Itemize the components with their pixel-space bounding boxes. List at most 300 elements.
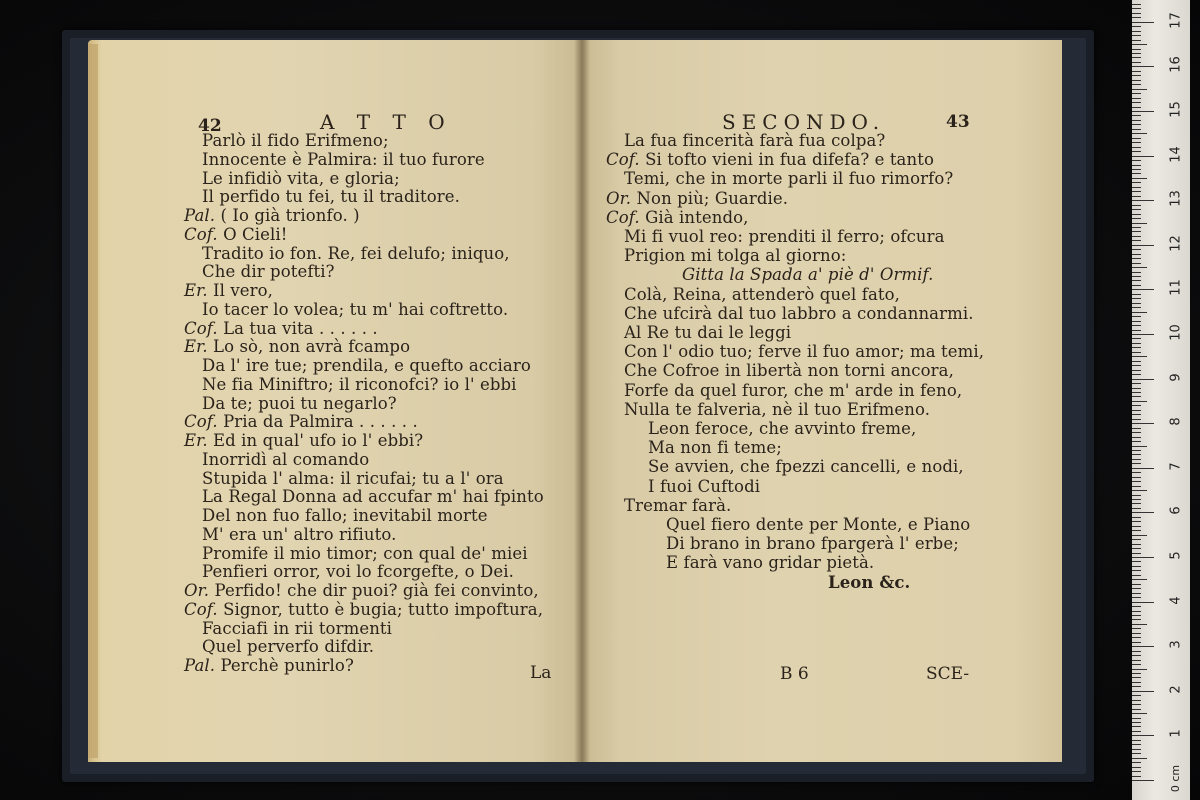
book-gutter xyxy=(574,40,590,762)
verse-text: Facciafi in rii tormenti xyxy=(202,618,393,638)
ruler-tick xyxy=(1132,71,1141,72)
verse-text: Da l' ire tue; prendila, e quefto acciaro xyxy=(202,356,531,375)
ruler-tick xyxy=(1132,316,1141,317)
ruler-tick xyxy=(1132,53,1141,54)
right-text-line xyxy=(624,343,984,361)
ruler-tick xyxy=(1132,548,1141,549)
left-text-line xyxy=(184,413,418,431)
ruler-tick xyxy=(1132,272,1141,273)
ruler-tick xyxy=(1132,209,1141,210)
speaker-label: Cof. xyxy=(184,318,224,338)
ruler-tick xyxy=(1132,231,1141,232)
ruler-tick xyxy=(1132,428,1141,429)
verse-text: Leon feroce, che avvinto freme, xyxy=(648,419,917,438)
left-text-line xyxy=(202,395,397,413)
ruler-tick xyxy=(1132,744,1141,745)
ruler-tick xyxy=(1132,459,1141,460)
ruler-tick xyxy=(1132,66,1154,67)
ruler-number: 7 xyxy=(1168,462,1184,471)
ruler-number: 9 xyxy=(1168,372,1184,382)
ruler-tick xyxy=(1132,31,1141,32)
verse-text: Tremar farà. xyxy=(624,495,732,515)
verse-text: Del non fuo fallo; inevitabil morte xyxy=(202,506,488,525)
ruler-tick xyxy=(1132,40,1141,41)
ruler-tick xyxy=(1132,338,1141,339)
ruler-tick xyxy=(1132,356,1147,357)
left-text-line xyxy=(184,432,423,450)
speaker-label: Cof. xyxy=(606,207,646,227)
ruler-tick xyxy=(1132,160,1141,161)
ruler-tick xyxy=(1132,619,1141,620)
ruler-tick xyxy=(1132,196,1141,197)
ruler-tick xyxy=(1132,276,1141,277)
ruler-tick xyxy=(1132,294,1141,295)
speaker-label: Cof. xyxy=(184,412,224,432)
left-catchword: La xyxy=(530,663,552,683)
left-text-line xyxy=(202,526,396,544)
ruler-tick xyxy=(1132,753,1141,754)
ruler-tick xyxy=(1132,490,1147,491)
ruler-tick xyxy=(1132,686,1141,687)
left-text-line xyxy=(184,601,543,619)
ruler-tick xyxy=(1132,245,1154,246)
ruler-tick xyxy=(1132,539,1141,540)
ruler-tick xyxy=(1132,700,1141,701)
left-text-line xyxy=(202,507,488,525)
ruler-tick xyxy=(1132,405,1141,406)
ruler-tick xyxy=(1132,249,1141,250)
ruler-tick xyxy=(1132,343,1141,344)
ruler-tick xyxy=(1132,107,1141,108)
ruler-tick xyxy=(1132,370,1141,371)
right-text-line xyxy=(624,228,945,246)
ruler-tick xyxy=(1132,147,1141,148)
speaker-label: Cof. xyxy=(184,599,224,619)
ruler-tick xyxy=(1132,200,1154,201)
ruler-tick xyxy=(1132,169,1141,170)
ruler-number: 5 xyxy=(1168,551,1184,560)
right-text-line xyxy=(606,209,749,227)
right-text-line xyxy=(624,286,900,304)
verse-text: Di brano in brano fpargerà l' erbe; xyxy=(666,534,959,554)
ruler-tick xyxy=(1132,762,1141,763)
ruler-tick xyxy=(1132,419,1141,420)
left-text-line xyxy=(202,470,504,488)
ruler-tick xyxy=(1132,303,1141,304)
verse-text: Che dir potefti? xyxy=(202,262,335,282)
ruler-tick xyxy=(1132,98,1141,99)
verse-text: La Regal Donna ad accufar m' hai fpinto xyxy=(202,487,544,507)
ruler-tick xyxy=(1132,726,1141,727)
ruler-number: 16 xyxy=(1168,56,1184,74)
right-text-line xyxy=(624,382,962,400)
ruler-tick xyxy=(1132,321,1141,322)
verse-text: Lo sò, non avrà fcampo xyxy=(213,337,411,357)
verse-text: ( Io già trionfo. ) xyxy=(220,206,360,225)
ruler-tick xyxy=(1132,633,1141,634)
ruler-tick xyxy=(1132,749,1141,750)
verse-text: Perchè punirlo? xyxy=(220,656,354,675)
ruler-tick xyxy=(1132,383,1141,384)
ruler-tick xyxy=(1132,4,1141,5)
verse-text: Inorridì al comando xyxy=(202,449,370,469)
right-text-line xyxy=(666,535,959,553)
ruler-tick xyxy=(1132,486,1141,487)
ruler-tick xyxy=(1132,735,1154,736)
left-text-line xyxy=(202,357,531,375)
ruler-tick xyxy=(1132,102,1141,103)
ruler-tick xyxy=(1132,334,1154,335)
verse-text: Ne fia Miniftro; il riconofci? io l' ebbi xyxy=(202,374,517,394)
ruler-tick xyxy=(1132,423,1154,424)
verse-text: Il perfido tu fei, tu il traditore. xyxy=(202,187,460,207)
ruler-tick xyxy=(1132,606,1141,607)
ruler-tick xyxy=(1132,80,1141,81)
ruler-tick xyxy=(1132,379,1154,380)
verse-text: Quel perverfo difdir. xyxy=(202,637,375,657)
verse-text: Non più; Guardie. xyxy=(636,188,789,208)
ruler-number: 8 xyxy=(1168,417,1184,426)
verse-text: Innocente è Palmira: il tuo furore xyxy=(202,149,485,169)
ruler-tick xyxy=(1132,508,1141,509)
page-edges xyxy=(88,44,98,758)
ruler-tick xyxy=(1132,695,1141,696)
measuring-ruler xyxy=(1132,0,1190,800)
ruler-tick xyxy=(1132,481,1141,482)
ruler-tick xyxy=(1132,441,1141,442)
ruler-tick xyxy=(1132,780,1154,781)
ruler-tick xyxy=(1132,263,1141,264)
right-text-line xyxy=(624,401,930,419)
ruler-tick xyxy=(1132,535,1147,536)
ruler-tick xyxy=(1132,289,1154,290)
ruler-tick xyxy=(1132,677,1141,678)
ruler-tick xyxy=(1132,187,1141,188)
verse-text: Tradito io fon. Re, fei delufo; iniquo, xyxy=(202,243,510,263)
ruler-tick xyxy=(1132,191,1141,192)
left-text-line xyxy=(202,638,374,656)
ruler-tick xyxy=(1132,285,1141,286)
verse-text: Il vero, xyxy=(213,281,274,300)
ruler-tick xyxy=(1132,472,1141,473)
ruler-tick xyxy=(1132,593,1141,594)
speaker-label: Cof. xyxy=(184,224,224,244)
ruler-number: 4 xyxy=(1168,595,1184,605)
right-text-line xyxy=(682,266,934,284)
ruler-tick xyxy=(1132,361,1141,362)
ruler-tick xyxy=(1132,156,1154,157)
ruler-tick xyxy=(1132,446,1147,447)
left-text-line xyxy=(202,451,369,469)
left-text-line xyxy=(184,338,410,356)
ruler-tick xyxy=(1132,133,1147,134)
ruler-tick xyxy=(1132,75,1141,76)
stage-direction: Gitta la Spada a' piè d' Ormif. xyxy=(682,265,934,285)
ruler-tick xyxy=(1132,570,1141,571)
ruler-number: 1 xyxy=(1168,729,1184,739)
speaker-label: Or. xyxy=(184,581,215,600)
ruler-tick xyxy=(1132,637,1141,638)
ruler-tick xyxy=(1132,62,1141,63)
right-page-number: 43 xyxy=(946,112,970,132)
ruler-tick xyxy=(1132,615,1141,616)
left-text-line xyxy=(202,563,514,581)
right-text-line xyxy=(828,574,910,592)
ruler-tick xyxy=(1132,669,1147,670)
left-text-line xyxy=(202,245,510,263)
right-text-line xyxy=(624,170,953,188)
ruler-tick xyxy=(1132,330,1141,331)
ruler-tick xyxy=(1132,17,1141,18)
verse-text: Io tacer lo volea; tu m' hai coftretto. xyxy=(202,299,509,319)
ruler-tick xyxy=(1132,374,1141,375)
ruler-tick xyxy=(1132,410,1141,411)
right-text-line xyxy=(648,458,964,476)
right-text-line xyxy=(648,420,916,438)
ruler-tick xyxy=(1132,401,1147,402)
ruler-number: 13 xyxy=(1168,190,1184,207)
ruler-tick xyxy=(1132,566,1141,567)
ruler-tick xyxy=(1132,651,1141,652)
right-text-line xyxy=(606,151,934,169)
ruler-tick xyxy=(1132,664,1141,665)
left-text-line xyxy=(184,226,288,244)
ruler-tick xyxy=(1132,463,1141,464)
right-text-line xyxy=(624,305,974,323)
verse-text: Penfieri orror, voi lo fcorgefte, o Dei. xyxy=(202,562,514,582)
ruler-tick xyxy=(1132,280,1141,281)
verse-text: Se avvien, che fpezzi cancelli, e nodi, xyxy=(648,457,964,477)
ruler-tick xyxy=(1132,530,1141,531)
ruler-tick xyxy=(1132,579,1147,580)
ruler-tick xyxy=(1132,414,1141,415)
ruler-tick xyxy=(1132,223,1147,224)
ruler-number: 10 xyxy=(1168,324,1184,341)
ruler-number: 6 xyxy=(1168,506,1184,516)
left-text-line xyxy=(184,320,378,338)
verse-text: Signor, tutto è bugia; tutto impoftura, xyxy=(223,599,544,619)
ruler-tick xyxy=(1132,84,1141,85)
ruler-tick xyxy=(1132,628,1141,629)
ruler-tick xyxy=(1132,495,1141,496)
ruler-tick xyxy=(1132,165,1141,166)
verse-text: E farà vano gridar pietà. xyxy=(666,553,875,573)
ruler-tick xyxy=(1132,588,1141,589)
left-text-line xyxy=(202,545,528,563)
left-text-line xyxy=(202,188,460,206)
ruler-tick xyxy=(1132,660,1141,661)
ruler-tick xyxy=(1132,561,1141,562)
ruler-tick xyxy=(1132,602,1154,603)
ruler-tick xyxy=(1132,611,1141,612)
ruler-tick xyxy=(1132,115,1141,116)
ruler-number: 17 xyxy=(1168,12,1184,29)
left-text-line xyxy=(202,620,392,638)
ruler-tick xyxy=(1132,432,1141,433)
ruler-tick xyxy=(1132,396,1141,397)
ruler-tick xyxy=(1132,22,1154,23)
speaker-label: Pal. xyxy=(184,206,221,225)
verse-text: La fua fincerità farà fua colpa? xyxy=(624,131,886,150)
right-catchword: SCE- xyxy=(926,664,970,684)
left-text-line xyxy=(184,582,539,600)
ruler-tick xyxy=(1132,454,1141,455)
right-text-line xyxy=(624,497,731,515)
ruler-tick xyxy=(1132,13,1141,14)
ruler-tick xyxy=(1132,35,1141,36)
ruler-tick xyxy=(1132,512,1154,513)
left-text-line xyxy=(184,282,273,300)
right-text-line xyxy=(666,554,874,572)
ruler-tick xyxy=(1132,124,1141,125)
ruler-tick xyxy=(1132,624,1147,625)
ruler-tick xyxy=(1132,258,1141,259)
ruler-tick xyxy=(1132,178,1147,179)
ruler-tick xyxy=(1132,8,1141,9)
ruler-tick xyxy=(1132,214,1141,215)
verse-text: Che Cofroe in libertà non torni ancora, xyxy=(624,361,954,381)
ruler-tick xyxy=(1132,597,1141,598)
ruler-tick xyxy=(1132,298,1141,299)
verse-text: Promife il mio timor; con qual de' miei xyxy=(202,543,528,563)
ruler-tick xyxy=(1132,352,1141,353)
ruler-tick xyxy=(1132,709,1141,710)
ruler-tick xyxy=(1132,718,1141,719)
ruler-tick xyxy=(1132,312,1147,313)
right-text-line xyxy=(624,324,791,342)
ruler-tick xyxy=(1132,205,1141,206)
speaker-label: Er. xyxy=(184,431,214,450)
verse-text: La tua vita . . . . . . xyxy=(223,318,378,338)
verse-text: Al Re tu dai le leggi xyxy=(624,323,792,342)
verse-text: Parlò il fido Erifmeno; xyxy=(202,131,389,150)
ruler-tick xyxy=(1132,655,1141,656)
ruler-tick xyxy=(1132,240,1141,241)
ruler-tick xyxy=(1132,120,1141,121)
right-running-head: SECONDO. xyxy=(722,110,886,134)
ruler-tick xyxy=(1132,758,1147,759)
verse-text: Temi, che in morte parli il fuo rimorfo? xyxy=(624,169,954,189)
ruler-tick xyxy=(1132,93,1141,94)
right-text-line xyxy=(666,516,970,534)
left-text-line xyxy=(202,488,544,506)
verse-text: Le infidiò vita, e gloria; xyxy=(202,168,400,188)
ruler-tick xyxy=(1132,767,1141,768)
ruler-tick xyxy=(1132,89,1147,90)
ruler-number: 2 xyxy=(1168,685,1184,694)
verse-text: Stupida l' alma: il ricufai; tu a l' ora xyxy=(202,468,504,488)
verse-text: Ed in qual' ufo io l' ebbi? xyxy=(213,431,424,450)
ruler-tick xyxy=(1132,347,1141,348)
ruler-tick xyxy=(1132,57,1141,58)
ruler-tick xyxy=(1132,553,1141,554)
speaker-label: Or. xyxy=(606,188,637,208)
ruler-tick xyxy=(1132,544,1141,545)
ruler-tick xyxy=(1132,704,1141,705)
ruler-tick xyxy=(1132,526,1141,527)
ruler-tick xyxy=(1132,218,1141,219)
ruler-tick xyxy=(1132,325,1141,326)
speaker-label: Pal. xyxy=(184,656,221,675)
ruler-tick xyxy=(1132,771,1141,772)
verse-text: Quel fiero dente per Monte, e Piano xyxy=(666,515,971,534)
ruler-tick xyxy=(1132,691,1154,692)
ruler-tick xyxy=(1132,173,1141,174)
ruler-number: 14 xyxy=(1168,145,1184,163)
ruler-tick xyxy=(1132,521,1141,522)
ruler-tick xyxy=(1132,307,1141,308)
verse-text: Si tofto vieni in fua difefa? e tanto xyxy=(645,150,934,170)
ruler-tick xyxy=(1132,26,1141,27)
ruler-tick xyxy=(1132,267,1147,268)
ruler-tick xyxy=(1132,111,1154,112)
ruler-tick xyxy=(1132,646,1154,647)
left-page-number: 42 xyxy=(198,116,222,136)
ruler-tick xyxy=(1132,151,1141,152)
ruler-tick xyxy=(1132,673,1141,674)
ruler-tick xyxy=(1132,499,1141,500)
ruler-tick xyxy=(1132,503,1141,504)
ruler-tick xyxy=(1132,142,1141,143)
ruler-tick xyxy=(1132,722,1141,723)
left-text-line xyxy=(184,207,360,225)
left-running-head: A T T O xyxy=(320,110,453,134)
left-text-line xyxy=(202,301,508,319)
right-page xyxy=(582,40,1062,762)
verse-text: Da te; puoi tu negarlo? xyxy=(202,393,397,413)
right-text-line xyxy=(624,132,885,150)
ruler-tick xyxy=(1132,254,1141,255)
right-text-line xyxy=(648,439,782,457)
ruler-tick xyxy=(1132,468,1154,469)
right-text-line xyxy=(624,362,954,380)
left-text-line xyxy=(202,151,485,169)
ruler-tick xyxy=(1132,517,1141,518)
ruler-number: 12 xyxy=(1168,235,1184,252)
ruler-tick xyxy=(1132,584,1141,585)
ruler-tick xyxy=(1132,236,1141,237)
ruler-tick xyxy=(1132,557,1154,558)
verse-text: Prigion mi tolga al giorno: xyxy=(624,246,847,266)
speaker-label: Cof. xyxy=(606,150,646,170)
ruler-tick xyxy=(1132,642,1141,643)
ruler-tick xyxy=(1132,731,1141,732)
left-text-line xyxy=(184,657,354,675)
ruler-tick xyxy=(1132,365,1141,366)
verse-text: Mi fi vuol reo: prenditi il ferro; ofcura xyxy=(624,227,945,246)
ruler-tick xyxy=(1132,575,1141,576)
verse-text: Perfido! che dir puoi? già fei convinto, xyxy=(214,581,539,600)
verse-text: Leon &c. xyxy=(828,572,911,592)
ruler-tick xyxy=(1132,138,1141,139)
speaker-label: Er. xyxy=(184,337,214,357)
ruler-tick xyxy=(1132,450,1141,451)
verse-text: Che ufcirà dal tuo labbro a condannarmi. xyxy=(624,303,974,323)
left-page xyxy=(88,40,582,762)
verse-text: Forfe da quel furor, che m' arde in feno, xyxy=(624,380,963,400)
verse-text: Nulla te falveria, nè il tuo Erifmeno. xyxy=(624,399,931,419)
speaker-label: Er. xyxy=(184,281,214,300)
signature-mark: B 6 xyxy=(780,664,809,684)
ruler-tick xyxy=(1132,713,1147,714)
left-text-line xyxy=(202,376,517,394)
ruler-tick xyxy=(1132,740,1141,741)
verse-text: M' era un' altro rifiuto. xyxy=(202,524,397,544)
ruler-tick xyxy=(1132,477,1141,478)
right-text-line xyxy=(624,247,846,265)
ruler-tick xyxy=(1132,129,1141,130)
right-text-line xyxy=(606,190,788,208)
